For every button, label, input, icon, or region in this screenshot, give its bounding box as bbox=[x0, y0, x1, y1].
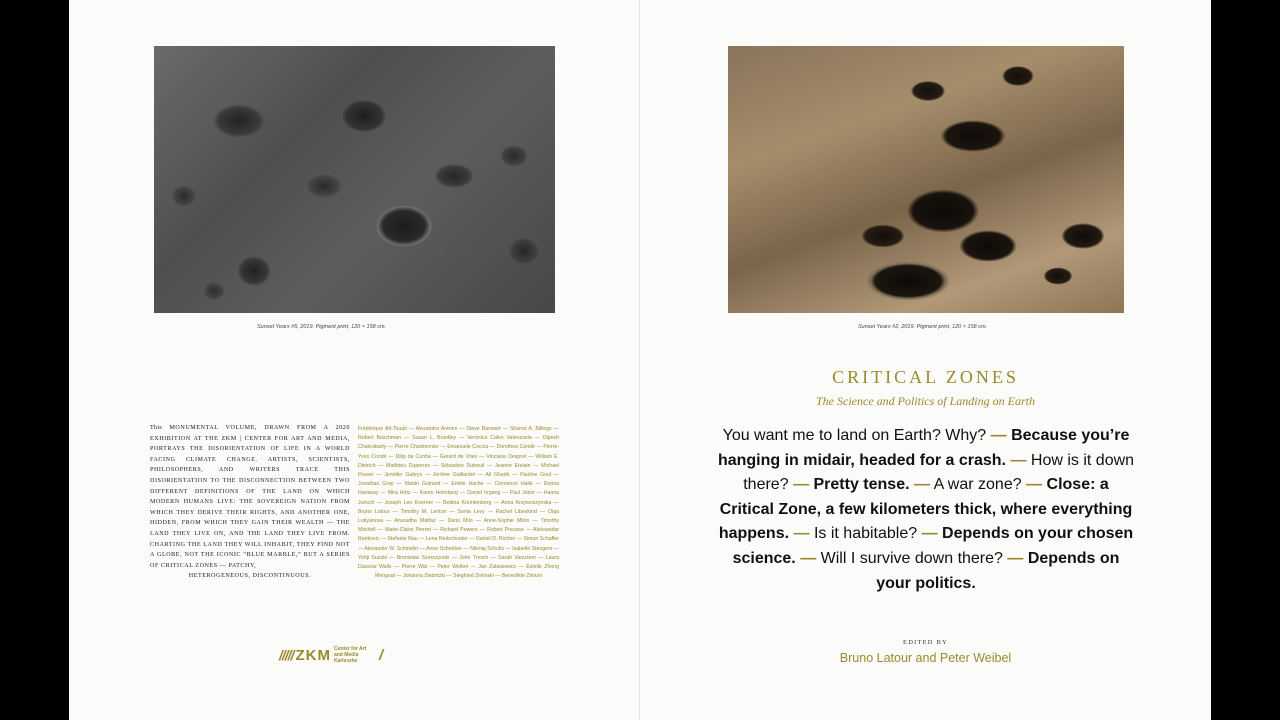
description-body: MONUMENTAL VOLUME, DRAWN FROM A 2020 EXHIBITION AT THE ZKM | CENTER FOR ART AND MEDIA, PORTRAYS THE DISORIENTATION OF LIFE IN A WORLD FACING CLIMATE CHANGE. ARTISTS, SCIENTISTS, PHILOSOPHERS, AND WRITERS TRACE THIS DISORIENTATION TO THE DISCONNECTION BETWEEN TWO DIFFERENT DEFINITIONS OF THE LAND ON WHICH MODERN HUMANS LIVE: THE SOVEREIGN NATION FROM WHICH THEY DERIVE THEIR RIGHTS, AND ANOTHER ONE, HIDDEN, FROM WHICH THEY GAIN THEIR WEALTH — THE LAND THEY LIVE ON, AND THE LAND THEY LIVE FROM. CHARTING THE LAND THEY WILL INHABIT, THEY FIND NOT A GLOBE, NOT THE ICONIC “BLUE MARBLE,” BUT A SERIES OF CRITICAL ZONES — PATCHY, bbox=[150, 425, 350, 569]
logo-subtitle bbox=[334, 646, 378, 664]
logo-line-2: and Media Karlsruhe bbox=[333, 652, 359, 664]
answer-4: Depends on your chosen science. bbox=[732, 525, 1134, 567]
book-description bbox=[150, 423, 350, 582]
separator: — bbox=[914, 476, 930, 494]
logo-slashes: ///// bbox=[279, 647, 294, 663]
question-4: Is it habitable? bbox=[813, 525, 918, 543]
answer-3: Close: a Critical Zone, a few kilometers thick, where everything happens. bbox=[718, 476, 1133, 543]
book-subtitle: The Science and Politics of Landing on Earth bbox=[816, 394, 1035, 408]
right-photo-caption: Sunset Years #2, 2019. Pigment print, 120 × 158 cm. bbox=[858, 324, 988, 330]
question-3: A war zone? bbox=[933, 476, 1022, 494]
separator: — bbox=[1010, 451, 1027, 469]
separator: — bbox=[1007, 549, 1024, 567]
separator: — bbox=[800, 549, 817, 567]
answer-5: Depends on your politics. bbox=[876, 549, 1120, 592]
zkm-logo bbox=[279, 646, 383, 664]
logo-line-1: Center for Art bbox=[333, 646, 367, 652]
description-first-word: This bbox=[150, 425, 163, 431]
left-photo-caption: Sunset Years #5, 2019. Pigment print, 120 × 158 cm. bbox=[257, 324, 387, 330]
logo-end-slash: / bbox=[378, 646, 384, 664]
separator: — bbox=[921, 525, 938, 543]
lava-rock-photo bbox=[154, 46, 555, 313]
editors-names: Bruno Latour and Peter Weibel bbox=[839, 651, 1012, 665]
cover-dialog bbox=[715, 424, 1137, 596]
description-last-line: HETEROGENEOUS, DISCONTINUOUS. bbox=[188, 573, 312, 580]
front-cover-page bbox=[640, 0, 1211, 720]
answer-2: Pretty tense. bbox=[813, 476, 910, 494]
question-1: You want me to land on Earth? Why? bbox=[722, 427, 987, 444]
question-5: Will I survive down there? bbox=[820, 549, 1003, 567]
separator: — bbox=[793, 525, 810, 543]
question-2: How is it down there? bbox=[743, 451, 1135, 494]
edited-by-label: EDITED BY bbox=[903, 639, 948, 646]
answer-1: Because you’re hanging in midair, headed for a crash. bbox=[717, 427, 1130, 469]
back-cover-page bbox=[69, 0, 639, 720]
logo-mark: ZKM bbox=[295, 646, 331, 664]
separator: — bbox=[793, 476, 810, 494]
desert-craters-photo bbox=[728, 46, 1124, 313]
separator: — bbox=[990, 427, 1007, 444]
contributors-list: Frédérique Aït-Touati — Alexandra Arènes — Steve Banwart — Sharon A. Billings — Robert Boschman — Susan L. Brantley — Verónica Calvo Valenzuela — Dipesh Chakrabarty — Pierre Charbonnier — Emanuele Coccia — Dorothea Condé — Pierre-Yves Condé — Dilip da Cunha — Gerard de Vries — Vinciane Despret — William E. Dietrich — Matthieu Duperrex — Sébastien Dutreuil — Jeanne Etelain — Michael Flower — Jennifer Gabrys — Jérôme Gaillardet — Ali Gharib — Pauline Goul — Jonathan Gray — Martin Guinard — Emilie Hache — Clémence Hallé — Donna Haraway — Mira Hirtz — Karen Holmberg — Daniel Irrgang — Paul Jobin — Hanna Jurisch — Joseph Leo Koerner — Bettina Korintenberg — Anna Krzywoszynska — Bruno Latour — Timothy M. Lenton — Sonia Levy — Rachel Libeskind — Olga Lukyanova — Anuradha Mathur — Dario Milo — Anne-Sophie Milon — Timothy Mitchell — Marie-Claire Pierret — Richard Powers — Robert Preusse — Aleksandar Rankovic — Stefanie Rau — Lena Reitschuster — Daniel D. Richter — Simon Schaffer — Alexander W. Schindler — Anne Schreiber — Nikolaj Schultz — Isabelle Stengers — Yohji Suzuki — Bronislaw Szerszynski — John Tresch — Sarah Vanuxem — Laura Dassow Walls — Pierre Wat — Peter Weibel — Jan Zalasiewicz — Estelle Zhong Mengual — Johanna Zlebritzki — Siegfried Zielinski — Benedikte Zitouni bbox=[358, 426, 559, 580]
book-title: CRITICAL ZONES bbox=[832, 367, 1019, 387]
separator: — bbox=[1026, 476, 1043, 494]
